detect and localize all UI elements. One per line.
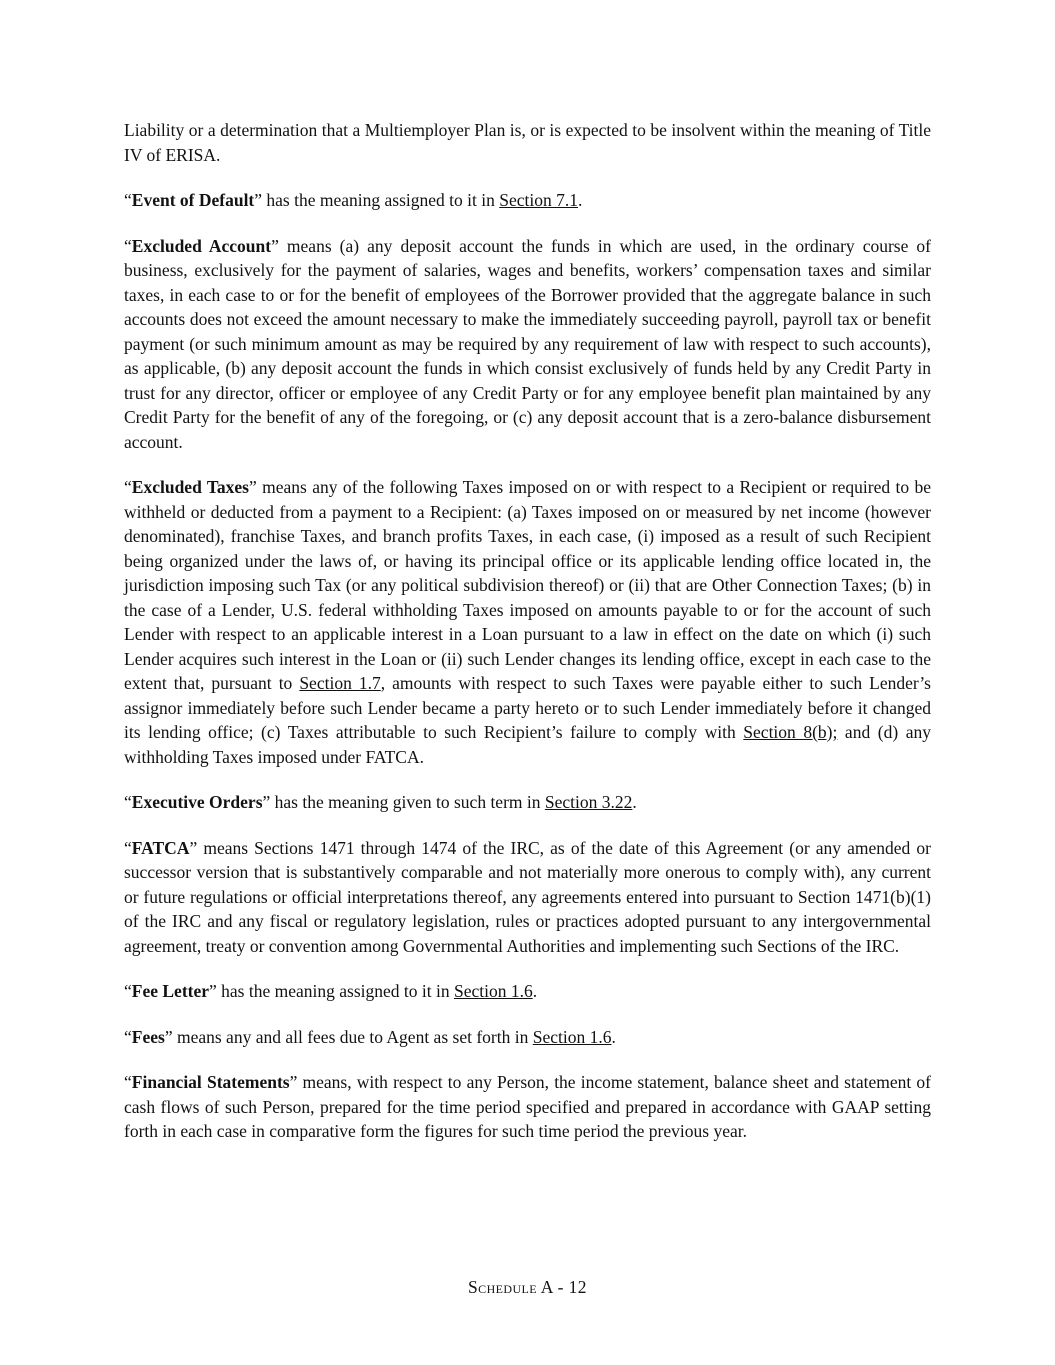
body-text: ” means (a) any deposit account the funds in which are used, in the ordinary course of business, exclusively for the payment of salaries, wages and benefits, workers’ compensation taxes and similar taxes, in each case to or for the benefit of employees of the Borrower provided that the aggregate balance in such accounts does not exceed the amount necessary to make the immediately succeeding payroll, payroll tax or benefit payment (or such minimum amount as may be required by any requirement of law with respect to such accounts), as applicable, (b) any deposit account the funds in which consist exclusively of funds held by any Credit Party in trust for any director, officer or employee of any Credit Party or for any employee benefit plan maintained by any Credit Party for the benefit of any of the foregoing, or (c) any deposit account that is a zero-balance disbursement account.: [124, 235, 931, 452]
body-text: “: [124, 1026, 132, 1047]
body-text: ” has the meaning assigned to it in: [254, 190, 500, 210]
defined-term: Fees: [131, 1026, 165, 1047]
body-text: ” means Sections 1471 through 1474 of the IRC, as of the date of this Agreement (or any amended or successor version that is substantively comparable and not materially more onerous to comply with), any current or future regulations or official interpretations thereof, any agreements entered into pursuant to Section 1471(b)(1) of the IRC and any fiscal or regulatory legislation, rules or practices adopted pursuant to any intergovernmental agreement, treaty or convention among Governmental Authorities and implementing such Sections of the IRC.: [124, 837, 931, 956]
paragraph-fees: [124, 1025, 931, 1050]
defined-term: Excluded Taxes: [131, 477, 249, 497]
defined-term: Financial Statements: [131, 1072, 290, 1092]
paragraph-financial-statements: [124, 1070, 931, 1144]
section-reference: Section 3.22: [544, 792, 633, 812]
body-text: .: [532, 981, 538, 1001]
section-reference: Section 1.7: [299, 673, 381, 693]
defined-term: Fee Letter: [131, 981, 210, 1001]
document-text: [124, 118, 931, 1165]
paragraph-erisa-continuation: [124, 118, 931, 167]
body-text: “: [124, 792, 132, 812]
body-text: ” means any and all fees due to Agent as set forth in: [164, 1026, 533, 1047]
body-text: “: [124, 477, 132, 497]
body-text: ” has the meaning given to such term in: [262, 792, 545, 812]
body-text: and (d) any withholding Taxes imposed under FATCA.: [124, 722, 931, 767]
defined-term: Executive Orders: [131, 792, 263, 812]
defined-term: FATCA: [131, 837, 190, 858]
body-text: ” has the meaning assigned to it in: [209, 981, 454, 1001]
paragraph-event-of-default: [124, 188, 931, 213]
body-text: .: [611, 1026, 616, 1047]
paragraph-excluded-account: [124, 234, 931, 455]
body-text: .: [632, 792, 637, 812]
paragraph-executive-orders: [124, 790, 931, 815]
section-reference: Section 8(b);: [743, 722, 838, 742]
body-text: ” means, with respect to any Person, the income statement, balance sheet and statement of cash flows of such Person, prepared for the time period specified and prepared in accordance with GAAP setting forth in each case in comparative form the figures for such time period the previous year.: [124, 1072, 931, 1141]
body-text: Liability or a determination that a Multiemployer Plan is, or is expected to be insolvent within the meaning of Title IV of ERISA.: [124, 120, 931, 165]
body-text: “: [124, 235, 132, 256]
paragraph-fatca: [124, 836, 931, 959]
body-text: , amounts with respect to such Taxes were payable either to such Lender’s assignor immediately before such Lender became a party hereto or to such Lender immediately before it changed its lending office; (c) Taxes attributable to such Recipient’s failure to comply with: [124, 673, 931, 742]
body-text: “: [124, 1072, 132, 1092]
section-reference: Section 1.6: [453, 981, 533, 1001]
body-text: .: [577, 190, 583, 210]
body-text: “: [124, 837, 132, 858]
defined-term: Excluded Account: [131, 235, 272, 256]
defined-term: Event of Default: [131, 190, 255, 210]
paragraph-fee-letter: [124, 979, 931, 1004]
section-reference: Section 1.6: [532, 1026, 612, 1047]
body-text: ” means any of the following Taxes imposed on or with respect to a Recipient or required to be withheld or deducted from a payment to a Recipient: (a) Taxes imposed on or measured by net income (however denominated), franchise Taxes, and branch profits Taxes, in each case, (i) imposed as a result of such Recipient being organized under the laws of, or having its principal office or its applicable lending office located in, the jurisdiction imposing such Tax (or any political subdivision thereof) or (ii) that are Other Connection Taxes; (b) in the case of a Lender, U.S. federal withholding Taxes imposed on amounts payable to or for the account of such Lender with respect to an applicable interest in a Loan pursuant to a law in effect on the date on which (i) such Lender acquires such interest in the Loan or (ii) such Lender changes its lending office, except in each case to the extent that, pursuant to: [124, 477, 931, 693]
page-footer: [0, 1277, 1055, 1298]
body-text: “: [124, 981, 132, 1001]
paragraph-excluded-taxes: [124, 475, 931, 769]
body-text: “: [124, 190, 132, 210]
section-reference: Section 7.1: [499, 190, 578, 210]
footer-page-label: Schedule A - 12: [468, 1277, 587, 1297]
